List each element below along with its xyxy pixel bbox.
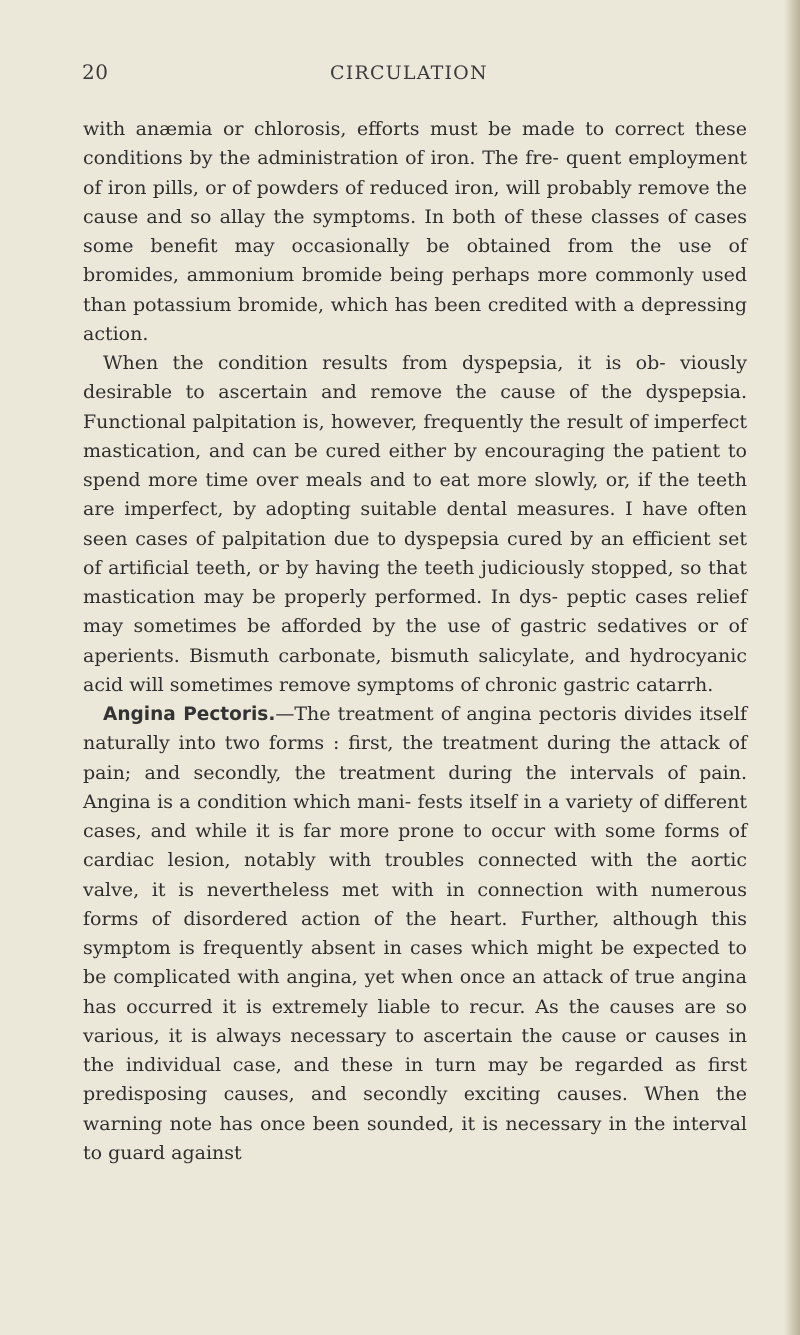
paragraph-anaemia bbox=[83, 115, 747, 349]
page-edge-shadow bbox=[784, 0, 800, 1335]
paragraph-text: When the condition results from dyspepsia, it is ob- viously desirable to ascertain and remove the cause of the dyspepsia. Functional palpitation is, however, frequently the result of imperfect mastication, and can be cured either by encouraging the patient to spend more time over meals and to eat more slowly, or, if the teeth are imperfect, by adopting suitable dental measures. I have often seen cases of palpitation due to dyspepsia cured by an efficient set of artificial teeth, or by having the teeth judiciously stopped, so that mastication may be properly performed. In dys- peptic cases relief may sometimes be afforded by the use of gastric sedatives or of aperients. Bismuth carbonate, bismuth salicylate, and hydrocyanic acid will sometimes remove symptoms of chronic gastric catarrh. bbox=[83, 352, 747, 696]
paragraph-angina-pectoris bbox=[83, 700, 747, 1168]
paragraph-dyspepsia bbox=[83, 349, 747, 700]
page-header bbox=[0, 60, 800, 100]
section-heading: Angina Pectoris. bbox=[103, 704, 276, 725]
page-number: 20 bbox=[82, 60, 109, 84]
running-head: CIRCULATION bbox=[330, 62, 488, 84]
paragraph-text: —The treatment of angina pectoris divides itself naturally into two forms : first, the treatment during the attack of pain; and secondly, the treatment during the intervals of pain. Angina is a condition which mani- fests itself in a variety of different cases, and while it is far more prone to occur with some forms of cardiac lesion, notably with troubles connected with the aortic valve, it is nevertheless met with in connection with numerous forms of disordered action of the heart. Further, although this symptom is frequently absent in cases which might be expected to be complicated with angina, yet when once an attack of true angina has occurred it is extremely liable to recur. As the causes are so various, it is always necessary to ascertain the cause or causes in the individual case, and these in turn may be regarded as first predisposing causes, and secondly exciting causes. When the warning note has once been sounded, it is necessary in the interval to guard against bbox=[83, 703, 748, 1164]
paragraph-text: with anæmia or chlorosis, efforts must be made to correct these conditions by the administration of iron. The fre- quent employment of iron pills, or of powders of reduced iron, will probably remove the cause and so allay the symptoms. In both of these classes of cases some benefit may occasionally be obtained from the use of bromides, ammonium bromide being perhaps more commonly used than potassium bromide, which has been credited with a depressing action. bbox=[83, 118, 747, 345]
body-text bbox=[83, 115, 747, 1168]
